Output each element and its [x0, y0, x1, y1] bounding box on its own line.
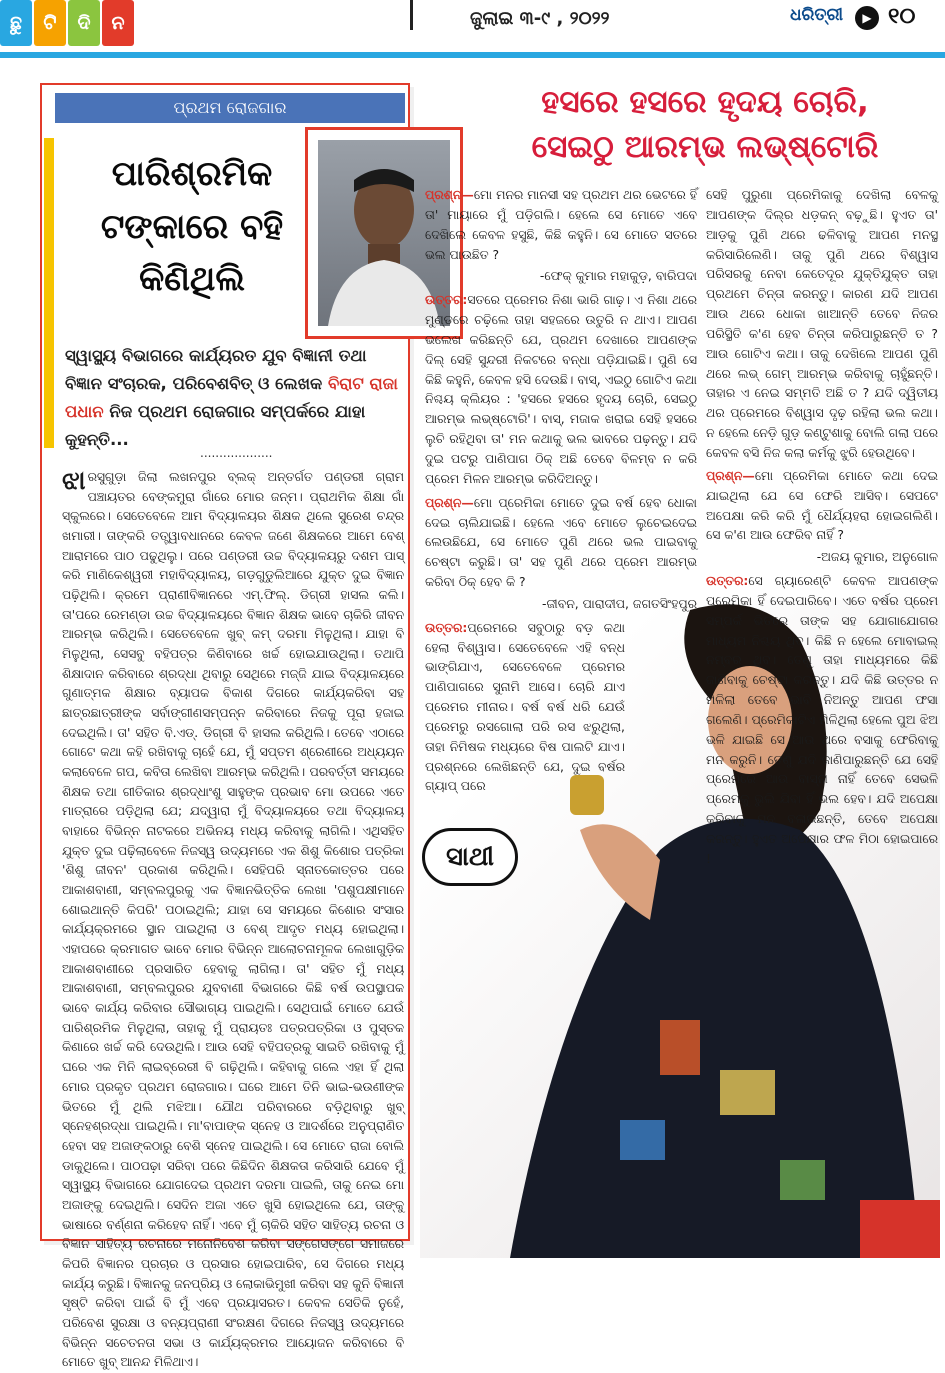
logo-letter-2: ଟି [34, 0, 66, 46]
right-headline [470, 80, 940, 170]
brand-name: ଧରିତ୍ରୀ [790, 5, 844, 25]
logo-letter-1: ଛୁ [0, 0, 32, 46]
signature-1: -ଫେକ୍ କୁମାର ମହାକୁଡ଼, ବାରିପଦା [539, 268, 697, 284]
question-2: ପ୍ରଶ୍ନ—ମୋ ପ୍ରେମିକା ମୋତେ ଦୁଇ ବର୍ଷ ହେବ ଧୋକା ଦେଇ ଚାଲିଯାଇଛି। ହେଲେ ଏବେ ମୋତେ ଲୁଚେଇଦେଇ ଲେଉଛିଯେ, ସେ ମୋତେ ପୁଣି ଥରେ ଭଲ ପାଇବାକୁ ଚେଷ୍ଟା କରୁଛି। ତା' ସହ ପୁଣି ଥରେ ପ୍ରେମ ଆରମ୍ଭ କରିବା ଠିକ୍ ହେବ କି ? [425, 494, 697, 590]
intro-after: ନିଜ ପ୍ରଥମ ରୋଜଗାର ସମ୍ପର୍କରେ ଯାହା କୁହନ୍ତି... [65, 402, 366, 450]
signature-2: -ଜୀବନ, ପାରାଦୀପ, ଜଗତସିଂହପୁର [542, 595, 697, 611]
masthead-logo [0, 0, 134, 52]
column-badge: ସାଥୀ [422, 828, 518, 886]
section-label: ପ୍ରଥମ ରୋଜଗାର [55, 93, 405, 123]
intro-text [65, 342, 400, 454]
page-number: ୧୦ [888, 4, 916, 29]
left-body-text [62, 466, 404, 1370]
masthead-underline [0, 52, 945, 58]
play-arrow-icon: ▶ [855, 6, 879, 30]
logo-letter-3: ଦି [68, 0, 100, 46]
qa-column-2 [706, 185, 938, 869]
question-label: ପ୍ରଶ୍ନ [425, 494, 462, 510]
qa-column-1 [425, 185, 697, 796]
answer-label: ଉତ୍ତର [425, 292, 463, 308]
drop-cap: ଝା [62, 466, 86, 496]
left-body: ରସୁଗୁଡ଼ା ଜିଲା ଲଖନପୁର ବ୍ଲକ୍ ଅନ୍ତର୍ଗତ ପଣ୍ଡରୀ ଗ୍ରାମ ପଞ୍ଚାୟତର ବେଙ୍କମୁରା ଗାଁରେ ମୋର ଜନ୍ମ। ପ୍ରାଥମିକ ଶିକ୍ଷା ଗାଁ ସ୍କୁଲରେ। ସେତେବେଳେ ଆମ ବିଦ୍ୟାଳୟର ଶିକ୍ଷକ ଥିଲେ ସୁରେଶ ଚନ୍ଦ୍ର ଖମାରୀ। ତାଙ୍କରି ତତ୍ତ୍ୱାବଧାନରେ କେବଳ ଜଣେ ଶିକ୍ଷକରେ ଆମେ ବେଶ୍ ଆରାମରେ ପାଠ ପଢୁଥିଲୁ। ପରେ ପଣ୍ଡରୀ ଉଚ୍ଚ ବିଦ୍ୟାଳୟରୁ ଦଶମ ପାସ୍ କରି ମାଣିକେଶ୍ୱରୀ ମହାବିଦ୍ୟାଳୟ, ଗଡ଼ଗୁଡୁଲିଆରେ ଯୁକ୍ତ ଦୁଇ ବିଜ୍ଞାନ ପଢ଼ିଥିଲି। କ୍ରମେ ପ୍ରାଣୀବିଜ୍ଞାନରେ ଏମ୍.ଫିଲ୍. ଡିଗ୍ରୀ ହାସଲ କଲି। ତା'ପରେ ରେମଣ୍ଡା ଉଚ୍ଚ ବିଦ୍ୟାଳୟରେ ବିଜ୍ଞାନ ଶିକ୍ଷକ ଭାବେ ଚାକିରି ଜୀବନ ଆରମ୍ଭ କରିଥିଲି। ସେତେବେଳେ ଖୁବ୍ କମ୍ ଦରମା ମିଳୁଥିଲା। ଯାହା ବି ମିଳୁଥିଲା, ସେସବୁ ବହିପତ୍ର କିଣିବାରେ ଖର୍ଚ୍ଚ ହୋଇଯାଉଥିଲା। ତଥାପି ଶିକ୍ଷାଦାନ କରିବାରେ ଶ୍ରଦ୍ଧା ଥିବାରୁ ସେଥିରେ ମଜ୍ଜି ଯାଇ ବିଦ୍ୟାଳୟରେ ଗୁଣାତ୍ମକ ଶିକ୍ଷାର ବ୍ୟାପକ ବିକାଶ ଦିଗରେ କାର୍ଯ୍ୟକରିବା ସହ ଛାତ୍ରଛାତ୍ରୀଙ୍କ ସର୍ବାଙ୍ଗୀଣସମ୍ପନ୍ନ କରିବାରେ ନିଜକୁ ପୂରା ହଜାଇ ଦେଇଥିଲି। ତା' ସହିତ ବି.ଏଡ୍. ଡିଗ୍ରୀ ବି ହାସଲ କରିଥିଲି। ତେବେ ଏଠାରେ ଗୋଟେ କଥା କହି ରଖିବାକୁ ଚାହେଁ ଯେ, ମୁଁ ସପ୍ତମ ଶ୍ରେଣୀରେ ଅଧ୍ୟୟନ କଲାବେଳେ ଗପ, କବିତା ଲେଖିବା ଆରମ୍ଭ କରିଥିଲି। ପରବର୍ତ୍ତୀ ସମୟରେ ଶିକ୍ଷକ ତଥା ଗୀତିକାର ଶ୍ରଦ୍ଧାଂଶୁ ସାହୁଙ୍କ ପ୍ରଭାବ ମୋ ଉପରେ ଏତେ ମାତ୍ରାରେ ପଡ଼ିଥିଲା ଯେ; ଯଦ୍ୱାରା ମୁଁ ବିଦ୍ୟାଳୟରେ ତଥା ବିଦ୍ୟାଳୟ ବାହାରେ ବିଭିନ୍ନ ନାଟକରେ ଅଭିନୟ ମଧ୍ୟ କରିବାକୁ ଲାଗିଲି। ଏଥିସହିତ ଯୁକ୍ତ ଦୁଇ ପଢ଼ିଲାବେଳେ ନିଜସ୍ୱ ଉଦ୍ୟମରେ ଏକ ଶିଶୁ କିଶୋର ପତ୍ରିକା 'ଶିଶୁ ଜୀବନ' ପ୍ରକାଶ କରିଥିଲି। ସେହିପରି ସ୍ନାତକୋତ୍ତର ପରେ ଆକାଶବାଣୀ, ସମ୍ବଲପୁରକୁ ଏକ ବିଜ୍ଞାନଭିତ୍ତିକ ଲେଖା 'ପଶୁପକ୍ଷୀମାନେ ଶୋଇଥାନ୍ତି କିପରି' ପଠାଇଥିଲି; ଯାହା ସେ ସମୟରେ କିଶୋର ସଂସାର କାର୍ଯ୍ୟକ୍ରମରେ ସ୍ଥାନ ପାଇଥିଲା ଓ ବେଶ୍ ଆଦୃତ ମଧ୍ୟ ହୋଇଥିଲା। ଏହାପରେ କ୍ରମାଗତ ଭାବେ ମୋର ବିଭିନ୍ନ ଆଲୋଚନାମୂଳକ ଲେଖାଗୁଡ଼ିକ ଆକାଶବାଣୀରେ ପ୍ରସାରିତ ହେବାକୁ ଲାଗିଲା। ତା' ସହିତ ମୁଁ ମଧ୍ୟ ଆକାଶବାଣୀ, ସମ୍ବଲପୁରର ଯୁବବାଣୀ ବିଭାଗରେ କିଛି ବର୍ଷ ଉପସ୍ଥାପକ ଭାବେ କାର୍ଯ୍ୟ କରିବାର ସୌଭାଗ୍ୟ ପାଇଥିଲି। ସେଥିପାଇଁ ମୋତେ ଯେଉଁ ପାରିଶ୍ରମିକ ମିଳୁଥିଲା, ତାହାକୁ ମୁଁ ପ୍ରାୟତଃ ପତ୍ରପତ୍ରିକା ଓ ପୁସ୍ତକ କିଣାରେ ଖର୍ଚ୍ଚ କରି ଦେଉଥିଲି। ଆଉ ସେହି ବହିପତ୍ରକୁ ସାଇତି ରଖିବାକୁ ମୁଁ ଘରେ ଏକ ମିନି ଲାଇବ୍ରେରୀ ବି ଗଢ଼ିଥିଲି। କହିବାକୁ ଗଲେ ଏହା ହିଁ ଥିଲା ମୋର ପ୍ରକୃତ ପ୍ରଥମ ରୋଜଗାର। ଘରେ ଆମେ ତିନି ଭାଇ-ଭଉଣୀଙ୍କ ଭିତରେ ମୁଁ ଥିଲି ମଝିଆ। ଯୌଥ ପରିବାରରେ ବଡ଼ିଥିବାରୁ ଖୁବ୍ ସ୍ନେହଶ୍ରଦ୍ଧା ପାଇଥିଲି। ମା'ବାପାଙ୍କ ସ୍ନେହ ଓ ଆଦର୍ଶରେ ଅନୁପ୍ରାଣିତ ହେବା ସହ ଅଜାଙ୍କଠାରୁ ବେଶି ସ୍ନେହ ପାଇଥିଲି। ସେ ମୋତେ ରାଜା ବୋଲି ଡାକୁଥିଲେ। ପାଠପଢ଼ା ସରିବା ପରେ କିଛିଦିନ ଶିକ୍ଷକତା କରିସାରି ଯେବେ ମୁଁ ସ୍ୱାସ୍ଥ୍ୟ ବିଭାଗରେ ଯୋଗଦେଇ ପ୍ରଥମ ଦରମା ପାଇଲି, ତାକୁ ନେଇ ମୋ ଅଜାଙ୍କୁ ଦେଇଥିଲି। ସେଦିନ ଅଜା ଏତେ ଖୁସି ହୋଇଥିଲେ ଯେ, ତାଙ୍କୁ ଭାଷାରେ ବର୍ଣ୍ଣନା କରିହେବ ନାହିଁ। ଏବେ ମୁଁ ଚାକିରି ସହିତ ସାହିତ୍ୟ ରଚନା ଓ ବିଜ୍ଞାନ ସାହିତ୍ୟ ରଚନାରେ ମନୋନିବେଶ କରିବା ସଙ୍ଗେସଙ୍ଗେ ସମାଜରେ କିପରି ବିଜ୍ଞାନର ପ୍ରଚାର ଓ ପ୍ରସାର ହୋଇପାରିବ, ସେ ଦିଗରେ ମଧ୍ୟ କାର୍ଯ୍ୟ କରୁଛି। ବିଜ୍ଞାନକୁ ଜନପ୍ରିୟ ଓ ଲୋକାଭିମୁଖୀ କରିବା ସହ କୁନି ବିଜ୍ଞାନୀ ସୃଷ୍ଟି କରିବା ପାଇଁ ବି ମୁଁ ଏବେ ପ୍ରୟାସରତ। କେବଳ ସେତିକି ନୁହେଁ, ପରିବେଶ ସୁରକ୍ଷା ଓ ବନ୍ୟପ୍ରାଣୀ ସଂରକ୍ଷଣ ଦିଗରେ ନିଜସ୍ୱ ଉଦ୍ୟମରେ ବିଭିନ୍ନ ସଚେତନତା ସଭା ଓ କାର୍ଯ୍ୟକ୍ରମର ଆୟୋଜନ କରିବାରେ ବି ମୋତେ ଖୁବ୍ ଆନନ୍ଦ ମିଳିଥାଏ। [62, 470, 404, 1370]
answer-label: ଉତ୍ତର [706, 573, 744, 589]
left-headline: ପାରିଶ୍ରମିକ ଟଙ୍କାରେ ବହି କିଣିଥିଲି [100, 154, 284, 300]
intro-before: ସ୍ୱାସ୍ଥ୍ୟ ବିଭାଗରେ କାର୍ଯ୍ୟରତ ଯୁବ ବିଜ୍ଞାନୀ ତଥା ବିଜ୍ଞାନ ସଂଚାରକ, ପରିବେଶବିତ୍ ଓ ଲେଖକ [65, 346, 367, 394]
answer-2-continued: ସେହି ପୁରୁଣା ପ୍ରେମିକାକୁ ଦେଖିଲା ବେଳକୁ ଆପଣଙ୍କ ଦିଲ୍‌ର ଧଡ଼କନ୍ ବଢ଼ୁଛି। ହୁଏତ ତା' ଆଡ଼କୁ ପୁଣି ଥରେ ଢଳିବାକୁ ଆପଣ ମନସ୍ଥ କରିସାରିଲେଣି। ତାକୁ ପୁଣି ଥରେ ବିଶ୍ୱାସ ପରିସରକୁ ନେବା କେତେଦୂର ଯୁକ୍ତିଯୁକ୍ତ ତାହା ପ୍ରଥମେ ଚିନ୍ତା କରନ୍ତୁ। କାରଣ ଯଦି ଆପଣ ଆଉ ଥରେ ଧୋକା ଖାଆନ୍ତି ତେବେ ନିଜର ପରିସ୍ଥିତି କ'ଣ ହେବ ଚିନ୍ତା କରିପାରୁଛନ୍ତି ତ ? ଆଉ ଗୋଟିଏ କଥା। ତାକୁ ଦେଖିଲେ ଆପଣ ପୁଣି ଥରେ ଲଭ୍ ଗେମ୍ ଆରମ୍ଭ କରିବାକୁ ଚାହୁଁଛନ୍ତି। ତାହାର ଏ ନେଇ ସମ୍ମତି ଅଛି ତ ? ଯଦି ଦ୍ୱିତୀୟ ଥର ପ୍ରେମରେ ବିଶ୍ୱାସ ଦୃଢ଼ ରହିଲା ଭଲ କଥା। ନ ହେଲେ ନେଡ଼ି ଗୁଡ଼ କଣ୍ଟୁଶାକୁ ବୋଲି ଗଲା ପରେ କେବଳ ବସି ନିଜ କଲା କର୍ମକୁ ଝୁରି ହେଉଥିବେ। [706, 187, 938, 460]
question-1: ପ୍ରଶ୍ନ—ମୋ ମନର ମାନସୀ ସହ ପ୍ରଥମ ଥର ଭେଟରେ ହିଁ ତା' ମାୟାରେ ମୁଁ ପଡ଼ିଗଲି। ହେଲେ ସେ ମୋତେ ଏବେ ଦେଖିଲେ କେବଳ ହସୁଛି, କିଛି କହୁନି। ସେ ମୋତେ ସତରେ ଭଲ ପାଉଛିତ ? [425, 187, 697, 262]
masthead-divider [410, 0, 413, 30]
answer-2: ଉତ୍ତର:ପ୍ରେମରେ ସବୁଠାରୁ ବଡ଼ କଥା ହେଲା ବିଶ୍ୱାସ। ସେତେବେଳେ ଏହି ବନ୍ଧ ଭାଙ୍ଗିଯାଏ, ସେତେବେଳେ ପ୍ରେମର ପାଣିପାଗରେ ସୁନାମି ଆସେ। ଚୋରି ଯାଏ ପ୍ରେମର ମୀନାର। ବର୍ଷ ବର୍ଷ ଧରି ଯେଉଁ ପ୍ରେମରୁ ରସଗୋଲା ପରି ରସ ଝରୁଥିଲା, ତାହା ନିମିଷକ ମଧ୍ୟରେ ବିଷ ପାଲଟି ଯାଏ। ପ୍ରଶ୍ନରେ ଲେଖିଛନ୍ତି ଯେ, ଦୁଇ ବର୍ଷର ଗ୍ୟାପ୍ ପରେ [425, 619, 625, 794]
signature-3: -ଅଜୟ କୁମାର, ଅନୁଗୋଳ [816, 549, 938, 565]
question-3: ପ୍ରଶ୍ନ—ମୋ ପ୍ରେମିକା ମୋତେ କଥା ଦେଇ ଯାଇଥିଲା ଯେ ସେ ଫେରି ଆସିବ। ସେପଟେ ଅପେକ୍ଷା କରି କରି ମୁଁ ଧୈର୍ଯ୍ୟହରା ହୋଇଗଲିଣି। ସେ କ'ଣ ଆଉ ଫେରିବ ନାହିଁ ? [706, 467, 938, 543]
issue-date: ଜୁଲାଇ ୩-୯ , ୨୦୨୨ [470, 8, 610, 29]
logo-letter-4: ନ [102, 0, 134, 46]
separator-dots: ................... [200, 446, 273, 460]
author-name: ବିରାଟ ରାଜା ପଧାନ [65, 374, 398, 422]
question-label: ପ୍ରଶ୍ନ [425, 187, 462, 202]
answer-3: ଉତ୍ତର:ସେ ଗ୍ୟାରେଣ୍ଟି କେବଳ ଆପଣଙ୍କ ପ୍ରେମିକା ହିଁ ଦେଇପାରିବେ। ଏତେ ବର୍ଷର ପ୍ରେମ ସମ୍ପର୍କ ଭିତରେ ତାଙ୍କ ସହ ଯୋଗାଯୋଗର ମାଧ୍ୟମ ନିଶ୍ଚୟ ଥିବ। କିଛି ନ ହେଲେ ମୋବାଇଲ୍ ନମ୍ବର ଥିବ। ତେଣୁ ତାହା ମାଧ୍ୟମରେ କିଛି ଜାଣିବାକୁ ଚେଷ୍ଟା କରନ୍ତୁ। ଯଦି କିଛି ଉତ୍ତର ନ ମିଳିଲା ତେବେ ଭାବି ନିଅନ୍ତୁ ଆପଣ ଫସା ଗଲେଣି। ପ୍ରେମିକାଟିଏ ମିଳିଥିଲା ହେଲେ ପୁଅ ଝିଅ ଭଳି ଯାଇଛି ସେ ଆଉ ଥରେ ବସାକୁ ଫେରିବାକୁ ମନ କରୁନି। ତେଣୁ ଯଦି ଜାଣିପାରୁଛନ୍ତି ଯେ ସେହି ପ୍ରେମରେ ଆଉ ବାସ୍ନା ନାହିଁ ତେବେ ସେଭଳି ପ୍ରେମକୁ ଭୁଲି ଯିବା ହିଁ ଭଲ ହେବ। ଯଦି ଅପେକ୍ଷା କରିବାକୁ ମନ ବଳାଉଛନ୍ତି, ତେବେ ଅପେକ୍ଷା କରନ୍ତୁ। ହୁଏତ ଅପେକ୍ଷାର ଫଳ ମିଠା ହୋଇପାରେ ! [706, 573, 938, 866]
question-label: ପ୍ରଶ୍ନ [706, 467, 743, 483]
right-headline-line2: ସେଇଠୁ ଆରମ୍ଭ ଲଭ୍‌ଷ୍ଟୋରି [531, 128, 879, 165]
accent-strip [44, 138, 54, 448]
right-headline-line1: ହସରେ ହସରେ ହୃଦୟ ଚୋରି, [541, 84, 869, 120]
answer-label: ଉତ୍ତର [425, 619, 463, 635]
answer-1: ଉତ୍ତର:ସତରେ ପ୍ରେମର ନିଶା ଭାରି ଗାଢ଼। ଏ ନିଶା ଥରେ ମୁଣ୍ଡରେ ଚଢ଼ିଲେ ତାହା ସହଜରେ ଉତୁରି ନ ଥାଏ। ଆପଣ ଭଲେଖ କରିଛନ୍ତି ଯେ, ପ୍ରଥମ ଦେଖାରେ ଆପଣଙ୍କ ଦିଲ୍ ସେହି ସୁନ୍ଦରୀ ନିକଟରେ ବନ୍ଧା ପଡ଼ିଯାଇଛି। ପୁଣି ସେ କିଛି କହୁନି, କେବଳ ହସି ଦେଉଛି। ବାସ୍, ଏଇଠୁ ଗୋଟିଏ କଥା ନିଶ୍ଚୟ କ୍ଲିୟର : 'ହସରେ ହସରେ ହୃଦୟ ଚୋରି, ସେଇଠୁ ଆରମ୍ଭ ଲଭ୍‌ଷ୍ଟୋରି'। ବାସ୍, ମଜାକ ଖରାଇ ସେହି ହସରେ ଲୁଚି ରହିଥିବା ତା' ମନ କଥାକୁ ଭଲ ଭାବରେ ପଢ଼ନ୍ତୁ। ଯଦି ଦୁଇ ପଟରୁ ପାଣିପାଗ ଠିକ୍ ଅଛି ତେବେ ବିଳମ୍ବ ନ କରି ପ୍ରେମ ମିଳନ ଆରମ୍ଭ କରିଦିଅନ୍ତୁ। [425, 292, 697, 486]
